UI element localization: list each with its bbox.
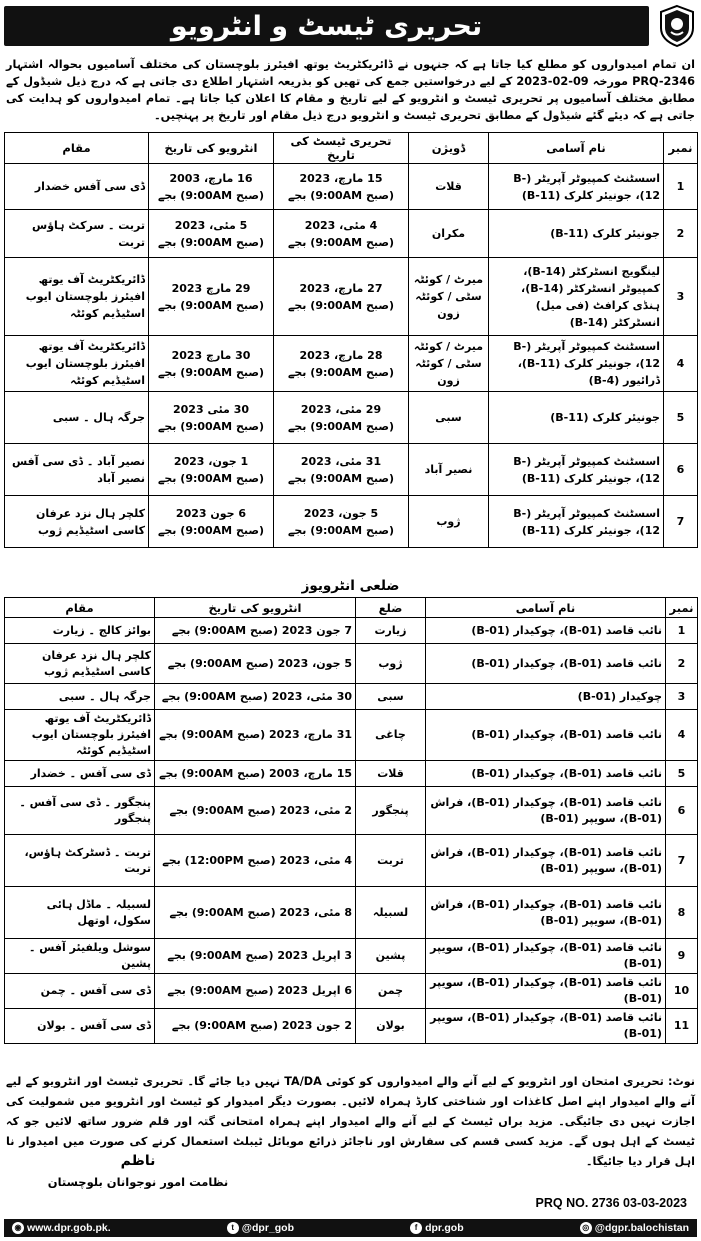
interview-date: 6 اپریل 2023 (صبح 9:00AM) بجے bbox=[155, 974, 356, 1009]
post-name: اسسٹنٹ کمپیوٹر آپریٹر (B-12)، جونیئر کلرک (B-11) bbox=[489, 496, 664, 548]
interview-date-cell bbox=[149, 496, 274, 548]
test-date: 29 مئی، 2023 bbox=[300, 402, 382, 416]
division-name: سبی bbox=[409, 392, 489, 444]
interview-date-cell bbox=[149, 258, 274, 336]
row-number: 4 bbox=[666, 710, 698, 761]
signatory-title: ناظم bbox=[120, 1153, 156, 1169]
venue-name: ڈی سی آفس ۔ بولان bbox=[5, 1009, 155, 1044]
interview-date: 7 جون 2023 (صبح 9:00AM) بجے bbox=[155, 618, 356, 644]
test-date-cell bbox=[274, 210, 409, 258]
venue-name: نصیر آباد ۔ ڈی سی آفس نصیر آباد bbox=[5, 444, 149, 496]
district-name: چمن bbox=[356, 974, 426, 1009]
district-name: سبی bbox=[356, 684, 426, 710]
post-name: اسسٹنٹ کمپیوٹر آپریٹر (B-12)، جونیئر کلرک (B-11) bbox=[489, 164, 664, 210]
table-row bbox=[5, 974, 698, 1009]
test-date: 27 مارچ، 2023 bbox=[299, 281, 383, 295]
division-name: ژوب bbox=[409, 496, 489, 548]
post-name: نائب قاصد (B-01)، چوکیدار (B-01) bbox=[426, 761, 666, 787]
test-date-cell bbox=[274, 444, 409, 496]
row-number: 2 bbox=[666, 644, 698, 684]
interview-date: 15 مارچ، 2003 (صبح 9:00AM) بجے bbox=[155, 761, 356, 787]
row-number: 7 bbox=[666, 835, 698, 887]
division-name: مکران bbox=[409, 210, 489, 258]
table-row bbox=[5, 710, 698, 761]
post-name: نائب قاصد (B-01)، چوکیدار (B-01)، فراش (B-01)، سویپر (B-01) bbox=[426, 787, 666, 835]
table-row bbox=[5, 761, 698, 787]
division-name: میرٹ / کوئٹہ سٹی / کوئٹہ زون bbox=[409, 336, 489, 392]
row-number: 4 bbox=[664, 336, 698, 392]
post-name: جونیئر کلرک (B-11) bbox=[489, 210, 664, 258]
table-row bbox=[5, 684, 698, 710]
table-row bbox=[5, 444, 698, 496]
facebook-icon: f bbox=[410, 1222, 422, 1234]
col-header-interview-date: انٹرویو کی تاریخ bbox=[149, 133, 274, 164]
division-name: نصیر آباد bbox=[409, 444, 489, 496]
venue-name: ڈی سی آفس خضدار bbox=[5, 164, 149, 210]
venue-name: ڈائریکٹریٹ آف یوتھ افیئرز بلوچستان ایوب اسٹیڈیم کوئٹہ bbox=[5, 336, 149, 392]
twitter-icon: t bbox=[227, 1222, 239, 1234]
interview-date: 6 جون 2023 bbox=[175, 506, 247, 520]
test-time: (صبح 9:00AM) بجے bbox=[287, 419, 395, 433]
table-row bbox=[5, 1009, 698, 1044]
row-number: 7 bbox=[664, 496, 698, 548]
interview-date: 4 مئی، 2023 (صبح 12:00PM) بجے bbox=[155, 835, 356, 887]
interview-date: 3 اپریل 2023 (صبح 9:00AM) بجے bbox=[155, 939, 356, 974]
venue-name: تربت ۔ سرکٹ ہاؤس تربت bbox=[5, 210, 149, 258]
section-title-district-interviews: ضلعی انٹرویوز bbox=[301, 578, 400, 594]
post-name: نائب قاصد (B-01)، چوکیدار (B-01)، فراش (B-01)، سویپر (B-01) bbox=[426, 835, 666, 887]
interview-time: (صبح 9:00AM) بجے bbox=[157, 298, 265, 312]
interview-date: 2 جون 2023 (صبح 9:00AM) بجے bbox=[155, 1009, 356, 1044]
test-interview-schedule-table bbox=[4, 132, 698, 548]
table-row bbox=[5, 392, 698, 444]
table-row bbox=[5, 210, 698, 258]
col-header-division: ڈویژن bbox=[409, 133, 489, 164]
test-date-cell bbox=[274, 496, 409, 548]
page-title: تحریری ٹیسٹ و انٹرویو bbox=[4, 6, 649, 46]
test-time: (صبح 9:00AM) بجے bbox=[287, 365, 395, 379]
website-link[interactable]: www.dpr.gob.pk. bbox=[27, 1222, 111, 1234]
test-time: (صبح 9:00AM) بجے bbox=[287, 188, 395, 202]
district-name: پنجگور bbox=[356, 787, 426, 835]
interview-time: (صبح 9:00AM) بجے bbox=[157, 523, 265, 537]
post-name: نائب قاصد (B-01)، چوکیدار (B-01) bbox=[426, 644, 666, 684]
district-name: پشین bbox=[356, 939, 426, 974]
col-header-post: نام آسامی bbox=[489, 133, 664, 164]
district-name: لسبیلہ bbox=[356, 887, 426, 939]
test-time: (صبح 9:00AM) بجے bbox=[287, 235, 395, 249]
interview-date: 2 مئی، 2023 (صبح 9:00AM) بجے bbox=[155, 787, 356, 835]
post-name: نائب قاصد (B-01)، چوکیدار (B-01) bbox=[426, 618, 666, 644]
government-seal-logo bbox=[657, 4, 697, 48]
post-name: چوکیدار (B-01) bbox=[426, 684, 666, 710]
table-row bbox=[5, 336, 698, 392]
interview-date-cell bbox=[149, 210, 274, 258]
post-name: نائب قاصد (B-01)، چوکیدار (B-01)، سویپر (B-01) bbox=[426, 939, 666, 974]
interview-date: 30 مارچ 2023 bbox=[171, 348, 251, 362]
col-header-post: نام آسامی bbox=[426, 598, 666, 618]
venue-name: لسبیلہ ۔ ماڈل ہائی سکول، اوتھل bbox=[5, 887, 155, 939]
venue-name: ڈی سی آفس ۔ چمن bbox=[5, 974, 155, 1009]
district-name: ژوب bbox=[356, 644, 426, 684]
division-name: میرٹ / کوئٹہ سٹی / کوئٹہ زون bbox=[409, 258, 489, 336]
row-number: 1 bbox=[666, 618, 698, 644]
post-name: جونیئر کلرک (B-11) bbox=[489, 392, 664, 444]
venue-name: جرگہ ہال ۔ سبی bbox=[5, 684, 155, 710]
interview-time: (صبح 9:00AM) بجے bbox=[157, 419, 265, 433]
post-name: اسسٹنٹ کمپیوٹر آپریٹر (B-12)، جونیئر کلرک (B-11) bbox=[489, 444, 664, 496]
test-date-cell bbox=[274, 392, 409, 444]
venue-name: کلچر ہال نزد عرفان کاسی اسٹیڈیم ژوب bbox=[5, 496, 149, 548]
interview-date: 30 مئی، 2023 (صبح 9:00AM) بجے bbox=[155, 684, 356, 710]
post-name: نائب قاصد (B-01)، چوکیدار (B-01) bbox=[426, 710, 666, 761]
venue-name: ڈائریکٹریٹ آف یوتھ افیئرز بلوچستان ایوب اسٹیڈیم کوئٹہ bbox=[5, 258, 149, 336]
interview-date: 8 مئی، 2023 (صبح 9:00AM) بجے bbox=[155, 887, 356, 939]
row-number: 6 bbox=[666, 787, 698, 835]
interview-date: 5 مئی، 2023 bbox=[174, 218, 248, 232]
row-number: 3 bbox=[664, 258, 698, 336]
interview-date-cell bbox=[149, 336, 274, 392]
footer-twitter[interactable] bbox=[227, 1222, 294, 1234]
table-row bbox=[5, 644, 698, 684]
test-date: 4 مئی، 2023 bbox=[304, 218, 378, 232]
test-date-cell bbox=[274, 164, 409, 210]
footer-instagram[interactable] bbox=[580, 1222, 689, 1234]
venue-name: سوشل ویلفیئر آفس ۔ پشین bbox=[5, 939, 155, 974]
test-date: 5 جون، 2023 bbox=[303, 506, 379, 520]
post-name: اسسٹنٹ کمپیوٹر آپریٹر (B-12)، جونیئر کلرک (B-11)، ڈرائیور (B-4) bbox=[489, 336, 664, 392]
prq-number: PRQ NO. 2736 03-03-2023 bbox=[535, 1196, 687, 1210]
interview-date-cell bbox=[149, 392, 274, 444]
venue-name: جرگہ ہال ۔ سبی bbox=[5, 392, 149, 444]
venue-name: ڈائریکٹریٹ آف یوتھ افیئرز بلوچستان ایوب اسٹیڈیم کوئٹہ bbox=[5, 710, 155, 761]
table-row bbox=[5, 939, 698, 974]
table-row bbox=[5, 496, 698, 548]
venue-name: کلچر ہال نزد عرفان کاسی اسٹیڈیم ژوب bbox=[5, 644, 155, 684]
row-number: 8 bbox=[666, 887, 698, 939]
col-header-district: ضلع bbox=[356, 598, 426, 618]
instagram-icon: ◎ bbox=[580, 1222, 592, 1234]
test-time: (صبح 9:00AM) بجے bbox=[287, 471, 395, 485]
row-number: 9 bbox=[666, 939, 698, 974]
footer-bar bbox=[4, 1219, 697, 1237]
district-name: چاغی bbox=[356, 710, 426, 761]
interview-time: (صبح 9:00AM) بجے bbox=[157, 471, 265, 485]
signatory-organization: نظامت امور نوجوانان بلوچستان bbox=[47, 1175, 229, 1189]
interview-date-cell bbox=[149, 164, 274, 210]
intro-paragraph: ان تمام امیدواروں کو مطلع کیا جاتا ہے کہ جنہوں نے ڈائریکٹریٹ یوتھ افیئرز بلوچستان کی مختلف آسامیوں بحوالہ اشتہار PRQ-2346 مورخہ 09-02-2023 کے لیے درخواستیں جمع کی تھیں کو بذریعہ اشتہار اطلاع دی جاتی ہے کہ درج ذیل شیڈول کے مطابق مختلف آسامیوں پر تحریری ٹیسٹ و انٹرویو کے لیے تاریخ و مقام کا اعلان کیا جاتا ہے۔ تمام امیدواروں کو ہدایت کی جاتی ہے کہ دیئے گئے شیڈول کے مطابق تحریری ٹیسٹ و انٹرویو درج ذیل مقام اور تاریخ پر پہنچیں۔ bbox=[6, 58, 695, 122]
district-interview-table bbox=[4, 597, 698, 1044]
interview-date-cell bbox=[149, 444, 274, 496]
table-row bbox=[5, 618, 698, 644]
signature-block bbox=[28, 1153, 248, 1189]
col-header-test-date: تحریری ٹیسٹ کی تاریخ bbox=[274, 133, 409, 164]
globe-icon: ◉ bbox=[12, 1222, 24, 1234]
row-number: 5 bbox=[666, 761, 698, 787]
twitter-handle[interactable]: @dpr_gob bbox=[241, 1222, 294, 1234]
col-header-no: نمبر bbox=[664, 133, 698, 164]
district-name: قلات bbox=[356, 761, 426, 787]
division-name: قلات bbox=[409, 164, 489, 210]
interview-time: (صبح 9:00AM) بجے bbox=[157, 235, 265, 249]
interview-date: 16 مارچ، 2003 bbox=[169, 171, 253, 185]
facebook-handle[interactable]: dpr.gob bbox=[425, 1222, 464, 1234]
venue-name: ڈی سی آفس ۔ خضدار bbox=[5, 761, 155, 787]
post-name: لینگویج انسٹرکٹر (B-14)، کمپیوٹر انسٹرکٹر (B-14)، ہنڈی کرافٹ (فی میل) انسٹرکٹر (B-14) bbox=[489, 258, 664, 336]
row-number: 6 bbox=[664, 444, 698, 496]
venue-name: پنجگور ۔ ڈی سی آفس ۔ پنجگور bbox=[5, 787, 155, 835]
interview-date: 31 مارچ، 2023 (صبح 9:00AM) بجے bbox=[155, 710, 356, 761]
test-time: (صبح 9:00AM) بجے bbox=[287, 523, 395, 537]
test-date: 28 مارچ، 2023 bbox=[299, 348, 383, 362]
interview-date: 5 جون، 2023 (صبح 9:00AM) بجے bbox=[155, 644, 356, 684]
row-number: 2 bbox=[664, 210, 698, 258]
instagram-handle[interactable]: @dgpr.balochistan bbox=[594, 1222, 689, 1234]
test-date: 31 مئی، 2023 bbox=[300, 454, 382, 468]
col-header-venue: مقام bbox=[5, 133, 149, 164]
test-date: 15 مارچ، 2023 bbox=[299, 171, 383, 185]
note-paragraph: نوٹ: تحریری امتحان اور انٹرویو کے لیے آنے والے امیدواروں کو کوئی TA/DA نہیں دیا جائے گا۔ تحریری ٹیسٹ اور انٹرویو کے لیے آنے والے امیدوار اپنے اصل کاغذات اور شناختی کارڈ ہمراہ لائیں۔ بصورت دیگر امیدوار کو ٹیسٹ اور انٹرویو میں شمولیت کی اجازت نہیں دی جائیگی۔ مزید براں ٹیسٹ کے لیے آنے والے امیدوار اپنے ہمراہ امتحانی گتہ اور قلم ضرور ساتھ لائیں جو کہ ٹیسٹ کے اہل ہوں گے۔ مزید کسی قسم کی سفارش اور ناجائز ذرائع موبائل ٹیبلٹ استعمال کرنے کی صورت میں امیدوار نا اہل قرار دیا جائیگا۔ bbox=[6, 1075, 695, 1168]
col-header-interview-date: انٹرویو کی تاریخ bbox=[155, 598, 356, 618]
interview-date: 1 جون، 2023 bbox=[173, 454, 249, 468]
post-name: نائب قاصد (B-01)، چوکیدار (B-01)، فراش (B-01)، سویپر (B-01) bbox=[426, 887, 666, 939]
district-name: تربت bbox=[356, 835, 426, 887]
test-date-cell bbox=[274, 336, 409, 392]
table-row bbox=[5, 787, 698, 835]
interview-time: (صبح 9:00AM) بجے bbox=[157, 188, 265, 202]
table-row bbox=[5, 164, 698, 210]
interview-time: (صبح 9:00AM) بجے bbox=[157, 365, 265, 379]
test-time: (صبح 9:00AM) بجے bbox=[287, 298, 395, 312]
test-date-cell bbox=[274, 258, 409, 336]
table-row bbox=[5, 887, 698, 939]
header bbox=[4, 2, 697, 50]
district-name: زیارت bbox=[356, 618, 426, 644]
row-number: 11 bbox=[666, 1009, 698, 1044]
row-number: 3 bbox=[666, 684, 698, 710]
post-name: نائب قاصد (B-01)، چوکیدار (B-01)، سویپر (B-01) bbox=[426, 974, 666, 1009]
row-number: 5 bbox=[664, 392, 698, 444]
col-header-no: نمبر bbox=[666, 598, 698, 618]
post-name: نائب قاصد (B-01)، چوکیدار (B-01)، سویپر (B-01) bbox=[426, 1009, 666, 1044]
table-row bbox=[5, 835, 698, 887]
interview-date: 29 مارچ 2023 bbox=[171, 281, 251, 295]
footer-website[interactable] bbox=[12, 1222, 111, 1234]
table-row bbox=[5, 258, 698, 336]
footer-facebook[interactable] bbox=[410, 1222, 464, 1234]
interview-date: 30 مئی 2023 bbox=[172, 402, 250, 416]
venue-name: تربت ۔ ڈسٹرکٹ ہاؤس، تربت bbox=[5, 835, 155, 887]
district-name: بولان bbox=[356, 1009, 426, 1044]
venue-name: بوائز کالج ۔ زیارت bbox=[5, 618, 155, 644]
col-header-venue: مقام bbox=[5, 598, 155, 618]
row-number: 1 bbox=[664, 164, 698, 210]
row-number: 10 bbox=[666, 974, 698, 1009]
